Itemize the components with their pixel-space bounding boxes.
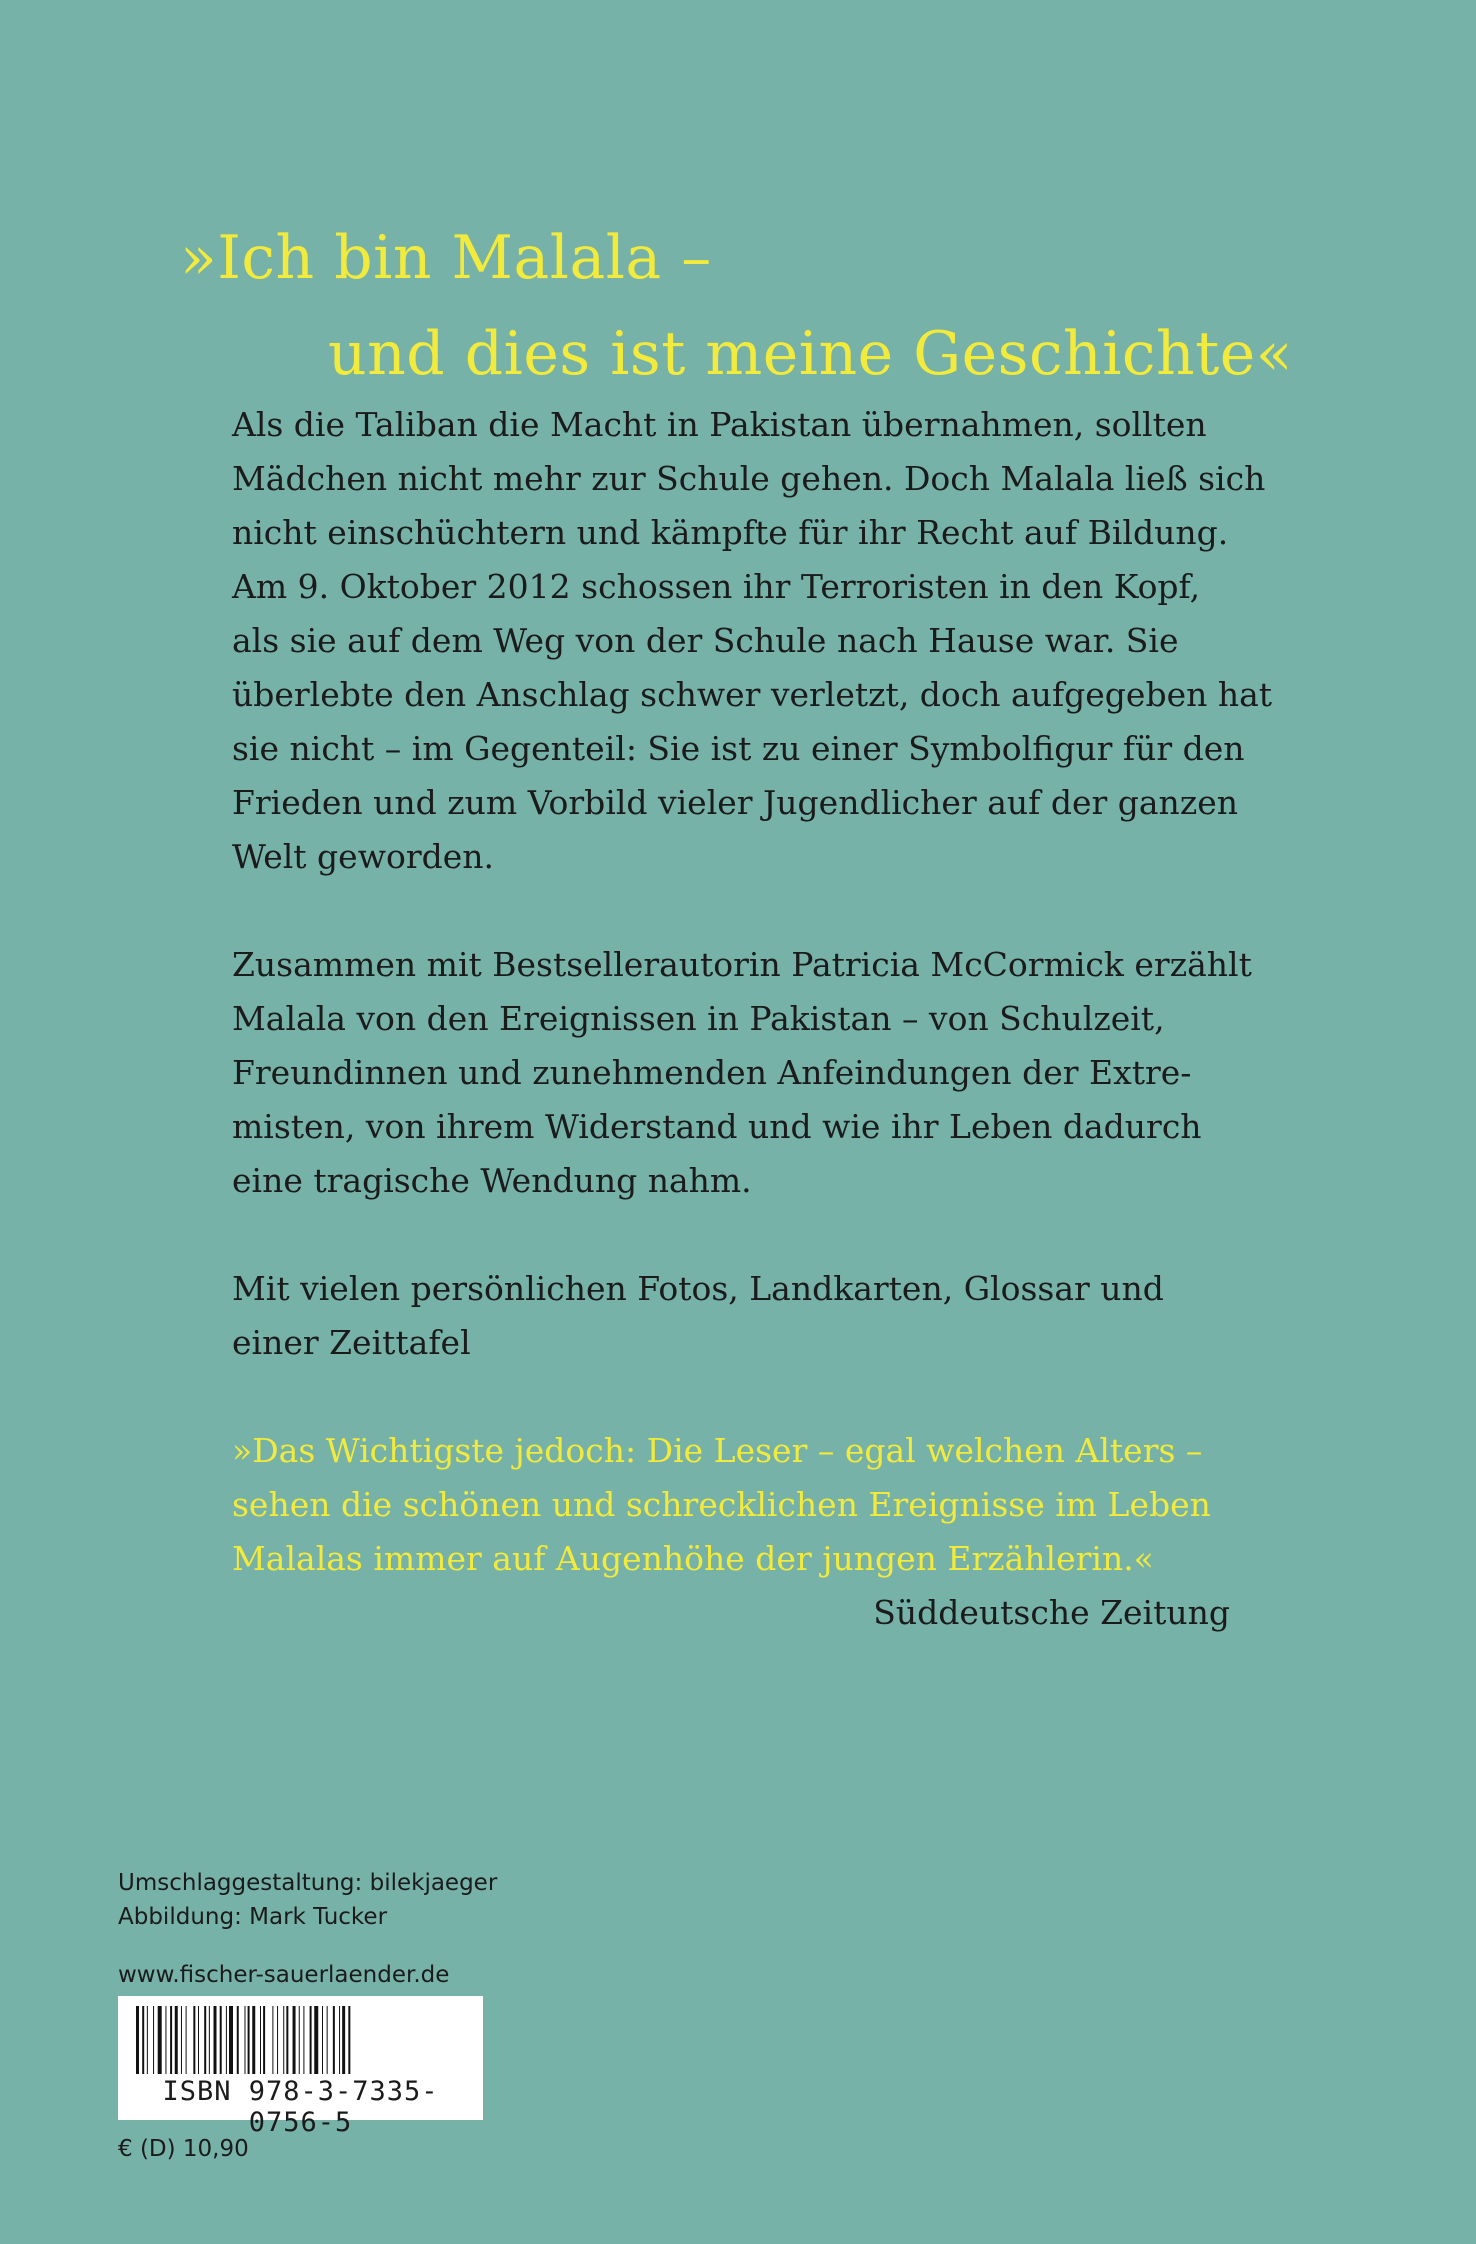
barcode-bar [283, 2006, 284, 2074]
barcode-bar [260, 2006, 261, 2074]
barcode-bar [209, 2006, 210, 2074]
barcode-bar [226, 2006, 227, 2074]
barcode-bar [229, 2006, 233, 2074]
barcode [118, 1996, 483, 2138]
headline-line-1: »Ich bin Malala – [180, 223, 712, 293]
barcode-bar [158, 2006, 162, 2074]
barcode-bar [165, 2006, 166, 2074]
barcode-bar [348, 2006, 350, 2074]
barcode-bar [198, 2006, 199, 2074]
publisher-url: www.fischer-sauerlaender.de [118, 1962, 450, 1988]
barcode-bar [263, 2006, 265, 2074]
isbn-number: ISBN 978-3-7335-0756-5 [162, 2076, 439, 2138]
credits [118, 1866, 497, 1992]
barcode-bar [204, 2006, 206, 2074]
blurb-paragraph-1: Als die Taliban die Macht in Pakistan übernahmen, sollten Mädchen nicht mehr zur Schule gehen. Doch Malala ließ sich nicht einschüchtern und kämpfte für ihr Recht auf Bildung. Am 9. Oktober 2012 schossen ihr Terroristen in den Kopf, als sie auf dem Weg von der Schule nach Hause war. Sie überlebte den Anschlag schwer verletzt, doch aufgegeben hat sie nicht – im Gegenteil: Sie ist zu einer Symbolfigur für den Frieden und zum Vorbild vieler Jugendlicher auf der ganzen Welt geworden. [232, 405, 1273, 876]
barcode-bar [153, 2006, 154, 2074]
blurb-paragraph-3: Mit vielen persönlichen Fotos, Landkarten, Glossar und einer Zeittafel [232, 1269, 1164, 1362]
barcode-bar [342, 2006, 345, 2074]
barcode-bar [333, 2006, 335, 2074]
barcode-bar [272, 2006, 273, 2074]
review-quote: »Das Wichtigste jedoch: Die Leser – egal welchen Alters – sehen die schönen und schrecklichen Ereignisse im Leben Malalas immer auf Augenhöhe der jungen Erzählerin.« [232, 1431, 1211, 1578]
barcode-bar [293, 2006, 296, 2074]
barcode-bar [339, 2006, 340, 2074]
barcode-bar [245, 2006, 246, 2074]
barcode-bar [220, 2006, 222, 2074]
barcode-bar [299, 2006, 300, 2074]
barcode-bar [214, 2006, 217, 2074]
barcode-bar [252, 2006, 255, 2074]
blurb-paragraph-2: Zusammen mit Bestsellerautorin Patricia McCormick erzählt Malala von den Ereignissen in Pakistan – von Schulzeit, Freundinnen und zunehmenden Anfeindungen der Extre- misten, von ihrem Widerstand und wie ihr Leben dadurch eine tragische Wendung nahm. [232, 945, 1252, 1200]
barcode-bar [322, 2006, 323, 2074]
headline-line-2: und dies ist meine Geschichte« [328, 319, 1293, 389]
cover-design-credit: Umschlaggestaltung: bilekjaeger [118, 1870, 498, 1896]
barcode-bar [327, 2006, 328, 2074]
barcode-bar [286, 2006, 288, 2074]
barcode-bar [142, 2006, 144, 2074]
illustration-credit: Abbildung: Mark Tucker [118, 1904, 388, 1930]
barcode-bar [277, 2006, 278, 2074]
barcode-bar [193, 2006, 195, 2074]
barcode-bar [181, 2006, 182, 2074]
barcode-bar [237, 2006, 239, 2074]
barcode-bar [136, 2006, 139, 2074]
review-source: Süddeutsche Zeitung [873, 1593, 1230, 1632]
barcode-bar [310, 2006, 312, 2074]
barcode-bar [147, 2006, 148, 2074]
barcode-bar [186, 2006, 187, 2074]
barcode-bar [175, 2006, 178, 2074]
barcode-bar [314, 2006, 318, 2074]
price: € (D) 10,90 [118, 2136, 249, 2162]
blurb [232, 398, 1312, 1640]
barcode-bar [248, 2006, 250, 2074]
barcode-bar [170, 2006, 172, 2074]
headline [180, 210, 1293, 402]
barcode-bar [303, 2006, 304, 2074]
barcode-bars-icon [136, 2006, 465, 2074]
